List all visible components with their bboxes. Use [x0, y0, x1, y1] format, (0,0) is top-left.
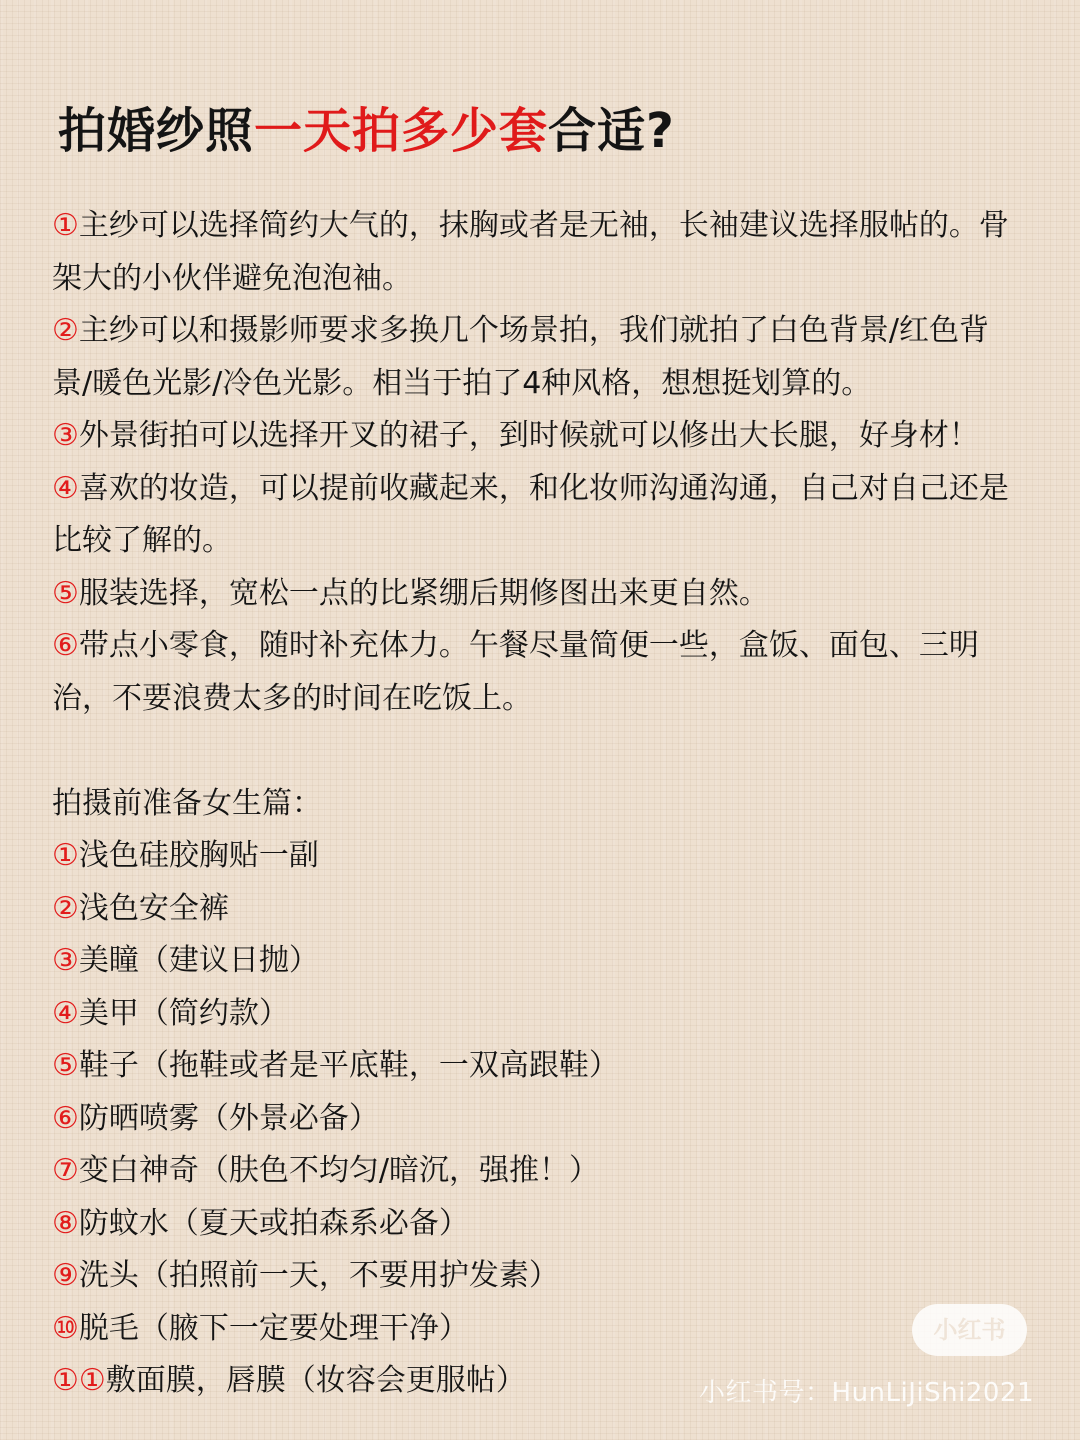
prep-item: [52, 1145, 1027, 1198]
tip-number: ②: [52, 313, 79, 348]
prep-item: [52, 883, 1027, 936]
prep-number: ⑦: [52, 1153, 79, 1188]
tip-text: 带点小零食，随时补充体力。午餐尽量简便一些，盒饭、面包、三明治，不要浪费太多的时间在吃饭上。: [52, 628, 979, 716]
prep-item: [52, 935, 1027, 988]
page-title: [58, 92, 675, 161]
title-part-1: 拍婚纱照: [58, 103, 255, 159]
tip-number: ③: [52, 418, 79, 453]
tips-list: [52, 200, 1027, 725]
prep-item: [52, 1198, 1027, 1251]
tip-number: ④: [52, 470, 79, 506]
tip-item: [52, 463, 1027, 568]
tip-item: [52, 620, 1027, 725]
xiaohongshu-logo-watermark: 小红书: [912, 1304, 1027, 1356]
article-body: [52, 200, 1027, 1408]
tip-text: 服装选择，宽松一点的比紧绷后期修图出来更自然。: [78, 575, 769, 611]
prep-text: 洗头（拍照前一天，不要用护发素）: [78, 1258, 559, 1293]
prep-item: [52, 1093, 1027, 1146]
prep-number: ①①: [52, 1363, 106, 1398]
tip-text: 喜欢的妆造，可以提前收藏起来，和化妆师沟通沟通，自己对自己还是比较了解的。: [52, 470, 1009, 558]
prep-number: ⑤: [52, 1048, 79, 1083]
prep-item: [52, 1040, 1027, 1093]
prep-item: [52, 1303, 1027, 1356]
prep-heading: 拍摄前准备女生篇：: [52, 785, 322, 821]
prep-text: 浅色硅胶胸贴一副: [78, 838, 319, 873]
prep-text: 防蚊水（夏天或拍森系必备）: [78, 1205, 469, 1241]
prep-text: 鞋子（拖鞋或者是平底鞋，一双高跟鞋）: [78, 1048, 619, 1083]
prep-text: 脱毛（腋下一定要处理干净）: [78, 1310, 469, 1346]
tip-item: [52, 200, 1027, 305]
prep-text: 变白神奇（肤色不均匀/暗沉，强推！）: [78, 1153, 600, 1188]
prep-number: ②: [52, 890, 79, 926]
tip-text: 主纱可以和摄影师要求多换几个场景拍，我们就拍了白色背景/红色背景/暖色光影/冷色光影。相当于拍了4种风格，想想挺划算的。: [52, 313, 990, 401]
account-id-watermark: 小红书号：HunLiJiShi2021: [699, 1378, 1034, 1408]
prep-item: [52, 830, 1027, 883]
tip-item: [52, 305, 1027, 410]
tip-number: ⑤: [52, 575, 79, 611]
prep-list: [52, 830, 1027, 1408]
tip-number: ⑥: [52, 628, 79, 663]
prep-text: 浅色安全裤: [78, 890, 229, 926]
prep-number: ⑥: [52, 1100, 79, 1136]
prep-number: ①: [52, 838, 79, 873]
tip-text: 外景街拍可以选择开叉的裙子，到时候就可以修出大长腿，好身材！: [78, 418, 979, 453]
tip-item: [52, 410, 1027, 463]
section-spacer: [52, 725, 1027, 778]
prep-text: 美甲（简约款）: [78, 995, 289, 1031]
prep-item: [52, 988, 1027, 1041]
prep-number: ⑧: [52, 1205, 79, 1241]
title-part-2: 合适?: [548, 103, 675, 159]
prep-number: ⑩: [52, 1310, 79, 1346]
prep-number: ③: [52, 943, 79, 978]
prep-text: 美瞳（建议日抛）: [78, 943, 319, 978]
tip-item: [52, 568, 1027, 621]
tip-text: 主纱可以选择简约大气的，抹胸或者是无袖，长袖建议选择服帖的。骨架大的小伙伴避免泡泡袖。: [52, 208, 1009, 296]
prep-text: 敷面膜，唇膜（妆容会更服帖）: [105, 1363, 526, 1398]
prep-number: ⑨: [52, 1258, 79, 1293]
title-highlight: 一天拍多少套: [254, 103, 549, 159]
prep-number: ④: [52, 995, 79, 1031]
prep-item: [52, 1250, 1027, 1303]
prep-text: 防晒喷雾（外景必备）: [78, 1100, 379, 1136]
tip-number: ①: [52, 208, 79, 243]
